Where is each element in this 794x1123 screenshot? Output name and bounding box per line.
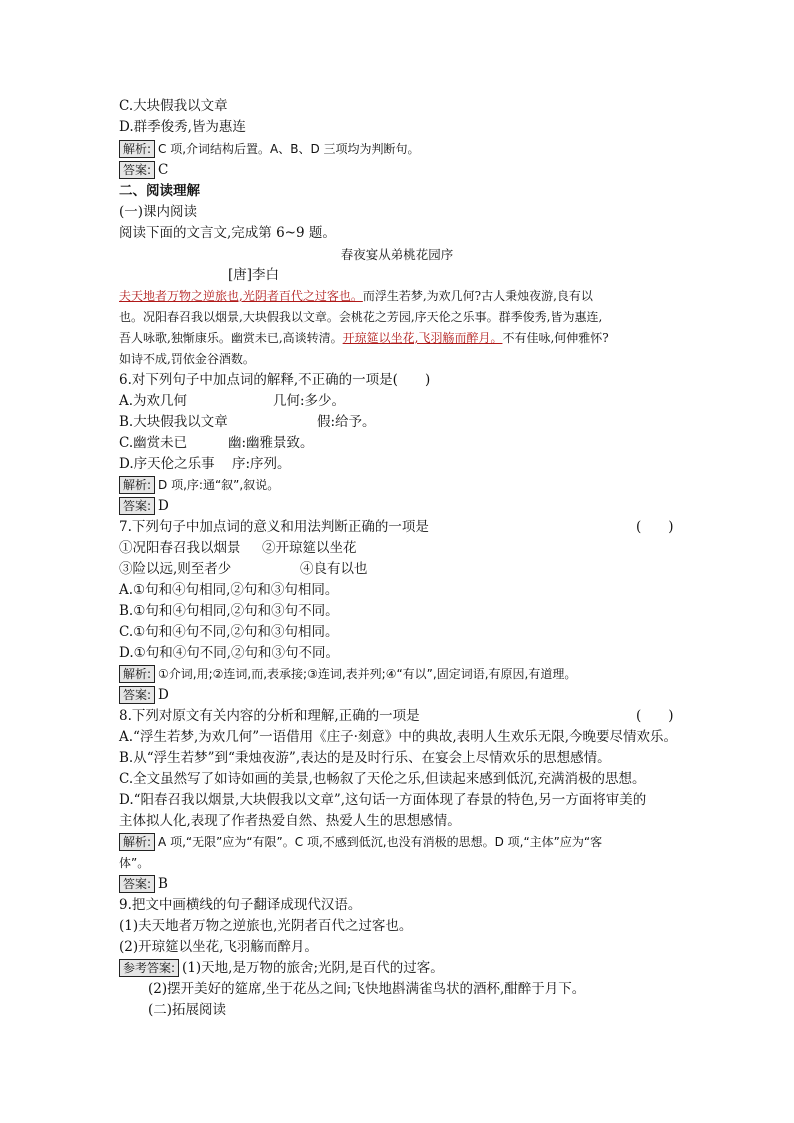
q6-option-b: B.大块假我以文章	[119, 414, 228, 430]
q7-answer: 答案: D	[119, 685, 169, 705]
q6-stem: 6.对下列句子中加点词的解释,不正确的一项是( )	[119, 372, 431, 388]
reference-answer-label: 参考答案:	[119, 959, 179, 977]
q6-option-c-gloss: 幽:幽雅景致。	[228, 435, 314, 451]
q5-answer	[119, 160, 168, 180]
instruction: 阅读下面的文言文,完成第 6~9 题。	[119, 225, 336, 241]
q6-analysis: 解析: D 项,序:通“叙”,叙说。	[119, 475, 279, 495]
q8-option-c: C.全文虽然写了如诗如画的美景,也畅叙了天伦之乐,但读起来感到低沉,充满消极的思想。	[119, 771, 646, 787]
q8-option-d-line-1: D.“阳春召我以烟景,大块假我以文章”,这句话一方面体现了春景的特色,另一方面将审美的	[119, 792, 647, 808]
q7-sentence-3: ③险以远,则至者少	[119, 561, 232, 577]
q7-option-c: C.①句和④句不同,②句和③句相同。	[119, 624, 339, 640]
q5-analysis	[119, 139, 420, 159]
analysis-label: 解析:	[119, 140, 155, 158]
q6-answer: 答案: D	[119, 496, 169, 516]
q7-option-a: A.①句和④句相同,②句和③句相同。	[119, 582, 339, 598]
q7-blank: ( )	[636, 519, 674, 535]
q7-option-d: D.①句和④句不同,②句和③句不同。	[119, 645, 340, 661]
subsection-title-2: (二)拓展阅读	[148, 1002, 227, 1018]
q8-option-a: A.“浮生若梦,为欢几何”一语借用《庄子·刻意》中的典故,表明人生欢乐无限,今晚要尽情欢乐。	[119, 729, 678, 745]
q9-reference-answer-2: (2)摆开美好的筵席,坐于花丛之间;飞快地斟满雀鸟状的酒杯,酣醉于月下。	[148, 981, 586, 997]
q9-sentence-1: (1)夫天地者万物之逆旅也,光阴者百代之过客也。	[119, 918, 413, 934]
option-d: D.群季俊秀,皆为惠连	[119, 119, 246, 135]
q8-analysis: 解析: A 项,“无限”应为“有限”。C 项,不感到低沉,也没有消极的思想。D 项,“主体”应为“客	[119, 832, 602, 852]
section-title: 二、阅读理解	[119, 183, 200, 199]
passage-line-4: 如诗不成,罚依金谷酒数。	[119, 352, 255, 366]
q9-reference-answer: 参考答案: (1)天地,是万物的旅舍;光阴,是百代的过客。	[119, 958, 444, 978]
passage-line-3: 吾人咏歌,独惭康乐。幽赏未已,高谈转清。开琼筵以坐花,飞羽觞而醉月。不有佳咏,何伸雅怀?	[119, 331, 609, 345]
q6-option-d-gloss: 序:序列。	[232, 456, 291, 472]
q8-option-d-line-2: 主体拟人化,表现了作者热爱自然、热爱人生的思想感情。	[119, 813, 461, 829]
option-c: C.大块假我以文章	[119, 98, 228, 114]
q6-option-c: C.幽赏未已	[119, 435, 188, 451]
q8-answer: 答案: B	[119, 874, 168, 894]
q6-option-d: D.序天伦之乐事	[119, 456, 215, 472]
analysis-text: C 项,介词结构后置。A、B、D 三项均为判断句。	[158, 142, 420, 156]
q6-option-b-gloss: 假:给予。	[317, 414, 376, 430]
q9-stem: 9.把文中画横线的句子翻译成现代汉语。	[119, 897, 362, 913]
q7-sentence-1: ①况阳春召我以烟景	[119, 540, 241, 556]
underlined-sentence-1: 夫天地者万物之逆旅也,光阴者百代之过客也。	[119, 289, 363, 303]
q7-option-b: B.①句和④句相同,②句和③句不同。	[119, 603, 339, 619]
passage-line-1: 夫天地者万物之逆旅也,光阴者百代之过客也。而浮生若梦,为欢几何?古人秉烛夜游,良有以	[119, 289, 593, 303]
subsection-title: (一)课内阅读	[119, 204, 198, 220]
q7-sentence-4: ④良有以也	[300, 561, 368, 577]
q6-option-a: A.为欢几何	[119, 393, 188, 409]
answer-text: C	[158, 162, 169, 178]
q7-analysis: 解析: ①介词,用;②连词,而,表承接;③连词,表并列;④“有以”,固定词语,有原因,有道理。	[119, 664, 576, 684]
passage-line-2: 也。况阳春召我以烟景,大块假我以文章。会桃花之芳园,序天伦之乐事。群季俊秀,皆为惠连,	[119, 310, 603, 324]
passage-author: [唐]李白	[228, 267, 280, 283]
q8-blank: ( )	[636, 708, 674, 724]
answer-label: 答案:	[119, 161, 155, 179]
passage-title: 春夜宴从弟桃花园序	[340, 247, 454, 262]
q8-analysis-cont: 体”。	[119, 856, 150, 870]
q6-option-a-gloss: 几何:多少。	[273, 393, 346, 409]
q8-stem: 8.下列对原文有关内容的分析和理解,正确的一项是	[119, 708, 420, 724]
q9-sentence-2: (2)开琼筵以坐花,飞羽觞而醉月。	[119, 939, 318, 955]
q7-stem: 7.下列句子中加点词的意义和用法判断正确的一项是	[119, 519, 429, 535]
q8-option-b: B.从“浮生若梦”到“秉烛夜游”,表达的是及时行乐、在宴会上尽情欢乐的思想感情。	[119, 750, 611, 766]
underlined-sentence-2: 开琼筵以坐花,飞羽觞而醉月。	[342, 331, 503, 345]
q7-sentence-2: ②开琼筵以坐花	[262, 540, 357, 556]
